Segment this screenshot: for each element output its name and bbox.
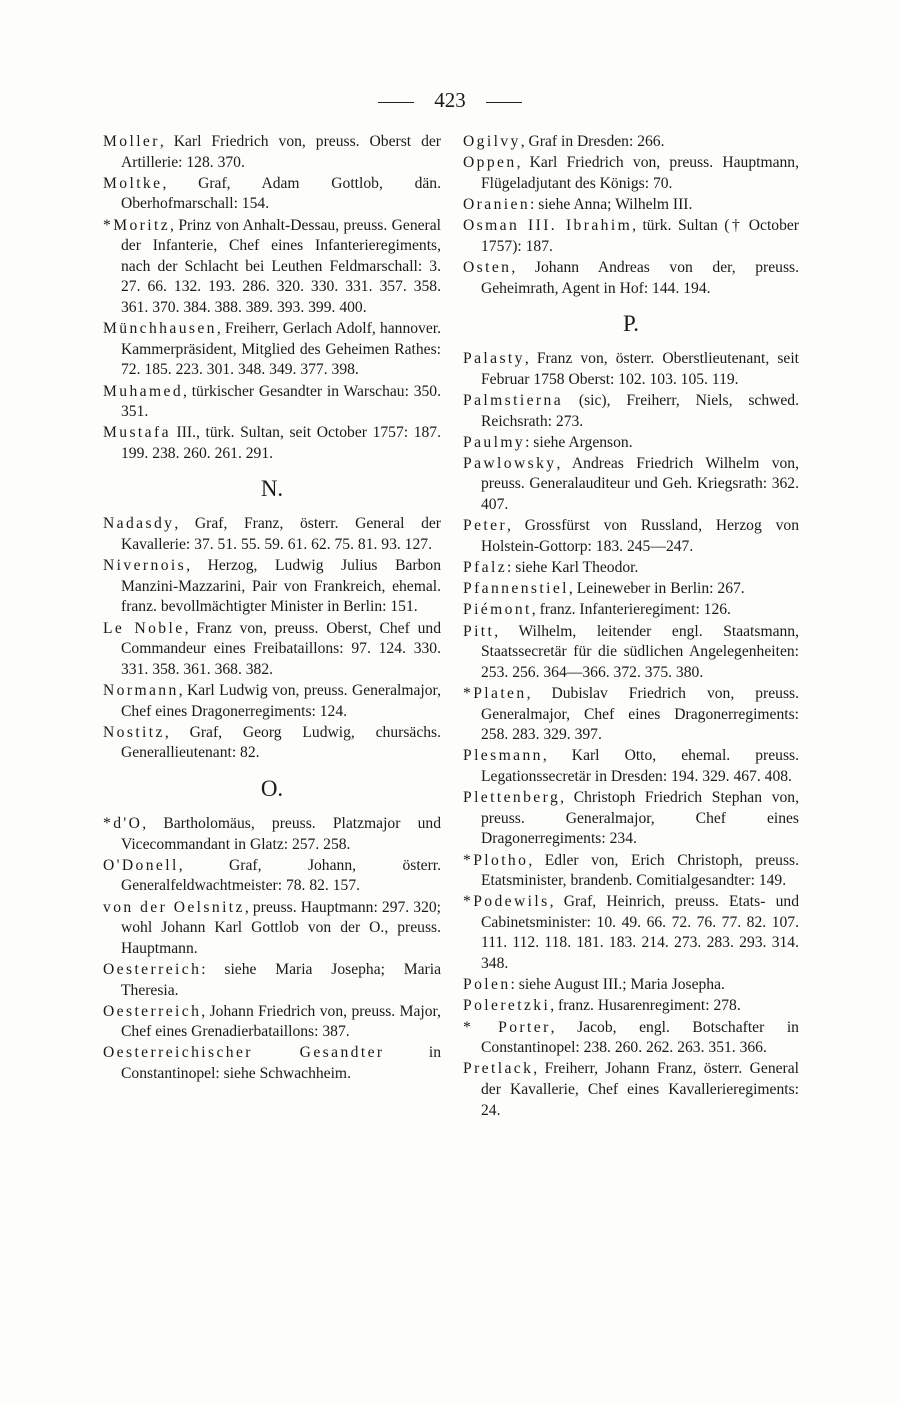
entry-name: Osten — [463, 258, 512, 276]
entry-text: , Franz von, österr. Oberstlieutenant, seit Februar 1758 Oberst: 102. 103. 105. 119. — [481, 350, 799, 388]
entry-name: Oesterreich — [103, 960, 202, 978]
section-letter: N. — [260, 476, 284, 502]
entry-text: , Graf, Adam Gottlob, dän. Oberhofmarschall: 154. — [121, 174, 441, 213]
entry-name: *Moritz — [103, 216, 171, 234]
index-entry — [103, 723, 441, 764]
entry-name: Plettenberg — [463, 789, 561, 807]
entry-text: , Jacob, engl. Botschafter in Constantinopel: 238. 260. 262. 263. 351. 366. — [481, 1018, 799, 1057]
entry-name: Ogilvy — [463, 133, 521, 150]
entry-text: , preuss. Hauptmann: 297. 320; wohl Johann Karl Gottlob von der O., preuss. Hauptmann. — [121, 898, 441, 957]
header-rule-right — [486, 102, 522, 103]
entry-text: , Graf, Heinrich, preuss. Etats- und Cabinetsminister: 10. 49. 66. 72. 76. 77. 82. 107. 111. 112. 118. 181. 183. 214. 273. 283. 293. 314. 348. — [481, 893, 799, 973]
header-rule-left — [378, 102, 414, 103]
entry-name: *d'O — [103, 814, 143, 832]
index-entry — [103, 514, 441, 555]
entry-text: , Freiherr, Gerlach Adolf, hannover. Kammerpräsident, Mitglied des Geheimen Rathes: 72. 185. 223. 301. 348. 349. 377. 398. — [121, 320, 441, 379]
index-entry — [463, 996, 799, 1017]
entry-text: , Freiherr, Johann Franz, österr. General der Kavallerie, Chef eines Kavallerieregiments: 24. — [481, 1060, 799, 1119]
entry-text: , Karl Friedrich von, preuss. Hauptmann, Flügeladjutant des Königs: 70. — [481, 154, 799, 192]
entry-text: , Graf, Georg Ludwig, chursächs. Generallieutenant: 82. — [121, 723, 441, 762]
entry-text: : siehe Anna; Wilhelm III. — [530, 195, 693, 213]
entry-text: , Leineweber in Berlin: 267. — [568, 580, 745, 598]
entry-text: , Andreas Friedrich Wilhelm von, preuss. Generalauditeur und Geh. Kriegsrath: 362. 407. — [481, 454, 799, 514]
index-entry — [103, 856, 441, 897]
index-entry — [463, 851, 799, 892]
index-entry — [463, 258, 799, 299]
entry-name: Polen — [463, 976, 511, 994]
entry-text: , franz. Husarenregiment: 278. — [550, 997, 741, 1015]
entry-text: , türk. Sultan († October 1757): 187. — [481, 217, 800, 255]
entry-name: Muhamed — [103, 382, 184, 400]
entry-name: Plesmann — [463, 747, 543, 765]
entry-name: Pawlowsky — [463, 454, 557, 472]
index-entry — [463, 454, 799, 516]
entry-name: *Podewils — [463, 893, 550, 911]
entry-name: Piémont — [463, 601, 532, 619]
entry-name: Pitt — [463, 622, 495, 640]
entry-text: (sic), Freiherr, Niels, schwed. Reichsrath: 273. — [481, 391, 799, 430]
index-entry — [103, 132, 441, 173]
entry-name: Pfannenstiel — [463, 580, 569, 598]
entry-name: Pfalz — [463, 559, 508, 577]
entry-text: , Karl Otto, ehemal. preuss. Legationssecretär in Dresden: 194. 329. 467. 408. — [481, 747, 799, 785]
index-entry — [103, 1043, 441, 1084]
index-entry — [463, 153, 799, 194]
index-entry — [463, 892, 799, 974]
index-entry — [103, 216, 441, 319]
entry-text: , Graf in Dresden: 266. — [520, 133, 665, 150]
entry-name: *Platen — [463, 684, 527, 702]
entry-text: , Bartholomäus, preuss. Platzmajor und Vicecommandant in Glatz: 257. 258. — [121, 814, 441, 853]
entry-name: * Porter — [463, 1018, 551, 1036]
index-entry — [463, 558, 799, 579]
index-entry — [463, 1059, 799, 1121]
right-column — [463, 132, 799, 1122]
entry-text: , Edler von, Erich Christoph, preuss. Etatsminister, brandenb. Comitialgesandter: 149. — [481, 851, 799, 890]
entry-name: Normann — [103, 682, 179, 699]
entry-name: Le Noble — [103, 619, 185, 637]
entry-text: : siehe Argenson. — [525, 433, 633, 451]
entry-name: Osman III. Ibrahim — [463, 217, 633, 235]
entry-name: Oesterreichischer Gesandter — [103, 1044, 385, 1062]
entry-text: , Grossfürst von Russland, Herzog von Holstein-Gottorp: 183. 245—247. — [481, 517, 799, 555]
entry-text: , Graf, Franz, österr. General der Kavallerie: 37. 51. 55. 59. 61. 62. 75. 81. 93. 127. — [121, 515, 441, 554]
entry-name: Palasty — [463, 350, 525, 368]
entry-name: Oranien — [463, 195, 531, 213]
entry-text: , Karl Friedrich von, preuss. Oberst der Artillerie: 128. 370. — [121, 133, 441, 171]
index-entry — [103, 960, 441, 1001]
entry-name: Oesterreich — [103, 1002, 202, 1020]
entry-text: , Johann Friedrich von, preuss. Major, Chef eines Grenadierbataillons: 387. — [121, 1002, 441, 1041]
index-entry — [103, 814, 441, 855]
index-entry — [463, 622, 799, 684]
entry-name: Moller — [103, 133, 160, 150]
entry-name: Peter — [463, 517, 508, 535]
entry-text: : siehe August III.; Maria Josepha. — [510, 976, 725, 994]
entry-name: Mustafa — [103, 424, 171, 442]
entry-text: , Dubislav Friedrich von, preuss. Generalmajor, Chef eines Dragonerregiments: 258. 283. 329. 397. — [481, 684, 799, 744]
entry-name: *Plotho — [463, 851, 529, 869]
entry-text: , Herzog, Ludwig Julius Barbon Manzini-Mazzarini, Pair von Frankreich, ehemal. franz. bevollmächtigter Minister in Berlin: 151. — [121, 557, 441, 616]
entry-text: III., türk. Sultan, seit October 1757: 187. 199. 238. 260. 261. 291. — [121, 424, 441, 462]
entry-text: , franz. Infanterieregiment: 126. — [531, 601, 731, 619]
entry-name: Poleretzki — [463, 997, 551, 1015]
index-entry — [463, 391, 799, 432]
entry-name: Palmstierna — [463, 391, 564, 409]
index-entry — [103, 898, 441, 960]
page-number: 423 — [434, 88, 466, 112]
index-entry — [463, 132, 799, 153]
entry-text: : siehe Karl Theodor. — [507, 559, 639, 577]
entry-name: O'Donell — [103, 856, 179, 874]
entry-name: Nivernois — [103, 557, 187, 575]
index-entry — [103, 619, 441, 681]
entry-name: von der Oelsnitz — [103, 898, 245, 916]
index-entry — [463, 600, 799, 621]
index-entry — [463, 579, 799, 600]
entry-text: , Karl Ludwig von, preuss. Generalmajor, Chef eines Dragonerregiments: 124. — [121, 682, 441, 720]
entry-text: , Wilhelm, leitender engl. Staatsmann, Staatssecretär für die südlichen Angelegenheiten: 253. 256. 364—366. 372. 375. 380. — [481, 622, 799, 681]
index-entry — [463, 433, 799, 454]
page-header — [0, 88, 900, 113]
section-letter: P. — [623, 311, 639, 337]
index-entry — [463, 516, 799, 557]
entry-text: in Constantinopel: siehe Schwachheim. — [121, 1044, 441, 1083]
index-entry — [103, 556, 441, 618]
entry-text: , Franz von, preuss. Oberst, Chef und Commandeur eines Freibataillons: 97. 124. 330. 331. 358. 361. 368. 382. — [121, 619, 441, 678]
index-entry — [463, 746, 799, 787]
index-entry — [463, 1018, 799, 1059]
entry-text: , Johann Andreas von der, preuss. Geheimrath, Agent in Hof: 144. 194. — [481, 258, 799, 297]
index-entry — [463, 975, 799, 996]
index-entry — [463, 349, 799, 390]
index-entry — [463, 195, 799, 216]
left-column — [103, 132, 441, 1085]
index-entry — [103, 174, 441, 215]
entry-text: , türkischer Gesandter in Warschau: 350. 351. — [121, 382, 441, 421]
index-entry — [103, 1002, 441, 1043]
entry-name: Nostitz — [103, 723, 165, 741]
entry-name: Oppen — [463, 154, 517, 172]
entry-name: Münchhausen — [103, 320, 217, 338]
entry-name: Pretlack — [463, 1060, 534, 1078]
index-entry — [103, 319, 441, 381]
index-entry — [463, 684, 799, 746]
index-entry — [103, 681, 441, 722]
index-entry — [103, 382, 441, 423]
entry-name: Moltke — [103, 174, 163, 192]
entry-text: : siehe Maria Josepha; Maria Theresia. — [121, 960, 441, 999]
entry-name: Paulmy — [463, 433, 526, 451]
entry-text: , Christoph Friedrich Stephan von, preuss. Generalmajor, Chef eines Dragonerregiments: 234. — [481, 789, 799, 848]
index-entry — [103, 423, 441, 464]
entry-name: Nadasdy — [103, 515, 175, 533]
section-letter: O. — [260, 775, 284, 801]
entry-text: , Prinz von Anhalt-Dessau, preuss. General der Infanterie, Chef eines Infanterieregiments, nach der Schlacht bei Leuthen Feldmarschall: 3. 27. 66. 132. 193. 286. 320. 330. 331. 357. 358. 361. 370. 384. 388. 389. 393. 399. 400. — [121, 216, 441, 316]
index-entry — [463, 788, 799, 850]
index-entry — [463, 216, 799, 257]
entry-text: , Graf, Johann, österr. Generalfeldwachtmeister: 78. 82. 157. — [121, 856, 441, 895]
